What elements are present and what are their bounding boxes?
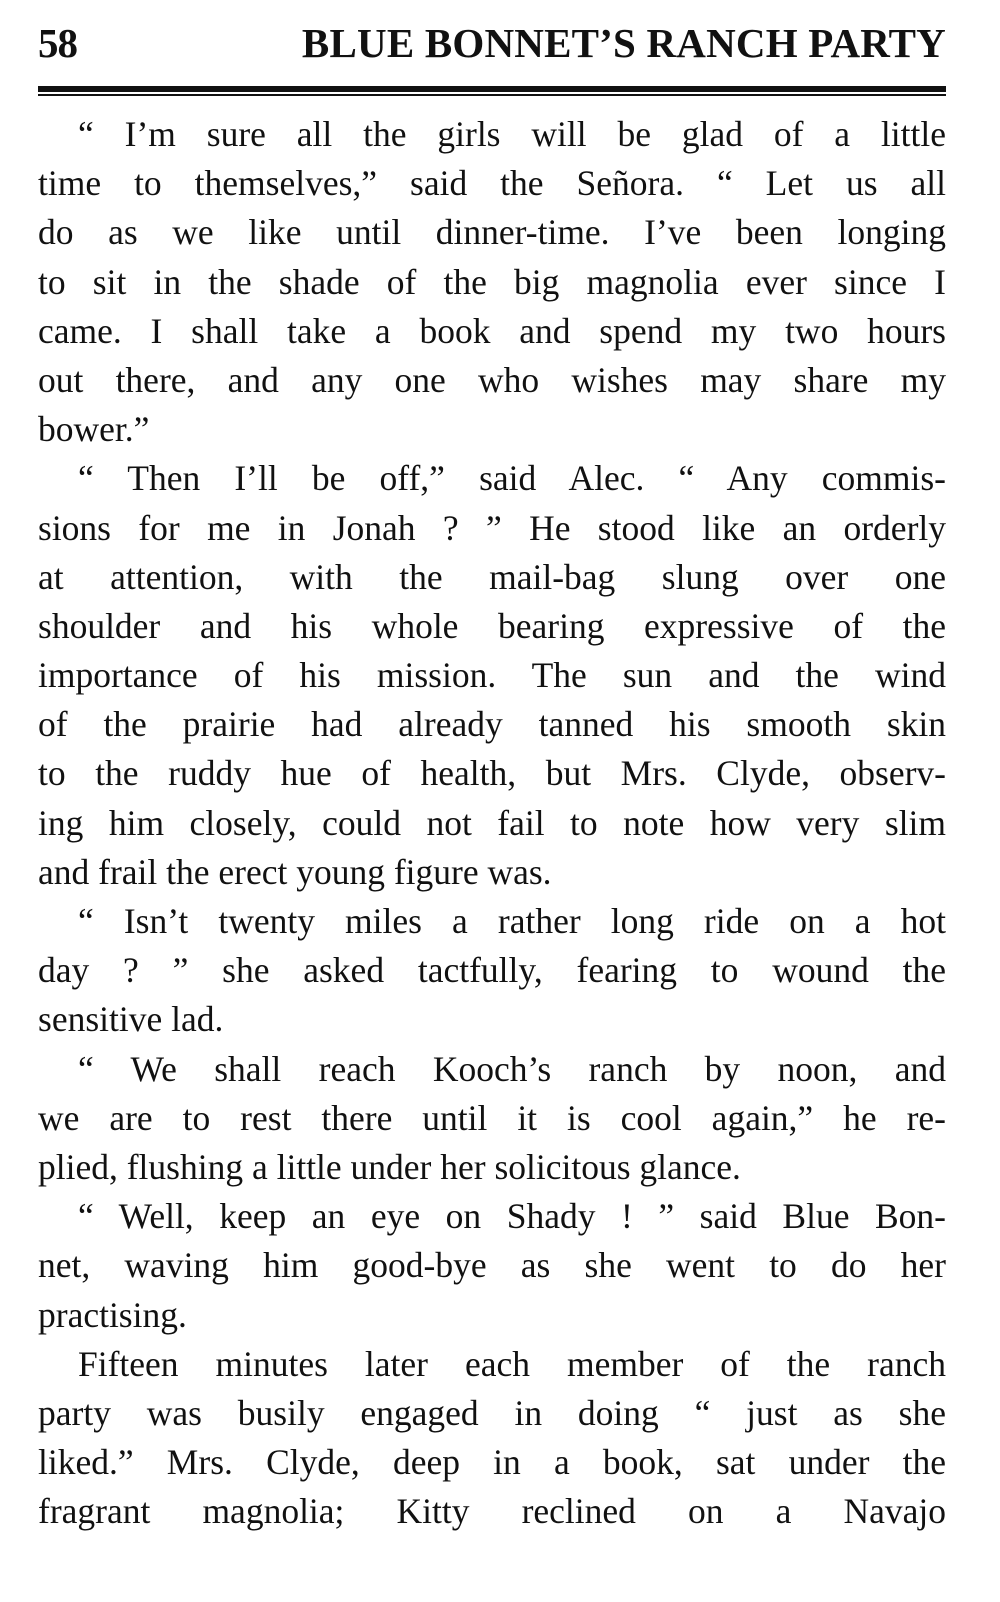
text-line: of the prairie had already tanned his smooth skin [38,704,946,745]
text-line: “ Then I’ll be off,” said Alec. “ Any commis- [78,458,946,499]
text-line: party was busily engaged in doing “ just as she [38,1392,946,1433]
text-line: “ We shall reach Kooch’s ranch by noon, and [78,1048,946,1089]
text-line: ing him closely, could not fail to note how very slim [38,802,946,843]
text-line: practising. [38,1294,187,1335]
text-line: and frail the erect young figure was. [38,851,552,892]
header-double-rule [38,86,946,96]
text-line: time to themselves,” said the Señora. “ Let us all [38,163,946,204]
text-line: to sit in the shade of the big magnolia ever since I [38,261,946,302]
text-line: day ? ” she asked tactfully, fearing to wound the [38,950,946,991]
paragraph [38,110,946,454]
text-line: bower.” [38,409,150,450]
text-line: sions for me in Jonah ? ” He stood like an orderly [38,507,946,548]
paragraph [38,1340,946,1537]
text-line: shoulder and his whole bearing expressive of the [38,605,946,646]
text-line: “ Isn’t twenty miles a rather long ride on a hot [78,901,946,941]
page-number: 58 [38,20,77,66]
text-line: liked.” Mrs. Clyde, deep in a book, sat under the [38,1442,946,1483]
paragraph [38,897,946,1045]
text-line: came. I shall take a book and spend my two hours [38,310,946,351]
body-text [38,110,946,1536]
running-head [38,14,946,76]
text-line: to the ruddy hue of health, but Mrs. Clyde, observ- [38,753,946,794]
text-line: do as we like until dinner-time. I’ve been longing [38,212,946,253]
text-line: plied, flushing a little under her solicitous glance. [38,1146,741,1187]
paragraph [38,1192,946,1340]
text-line: Fifteen minutes later each member of the ranch [78,1343,946,1384]
text-line: sensitive lad. [38,999,224,1040]
text-line: importance of his mission. The sun and the wind [38,655,946,696]
text-line: at attention, with the mail-bag slung over one [38,556,946,597]
running-title: BLUE BONNET’S RANCH PARTY [301,20,946,66]
text-line: net, waving him good-bye as she went to do her [38,1245,946,1286]
text-line: fragrant magnolia; Kitty reclined on a Navajo [38,1491,946,1532]
book-page [38,14,946,1536]
text-line: we are to rest there until it is cool again,” he re- [38,1097,946,1138]
paragraph [38,1045,946,1193]
text-line: out there, and any one who wishes may share my [38,359,946,400]
text-line: “ I’m sure all the girls will be glad of a little [78,114,946,154]
text-line: “ Well, keep an eye on Shady ! ” said Blue Bon- [78,1196,946,1237]
paragraph [38,454,946,897]
